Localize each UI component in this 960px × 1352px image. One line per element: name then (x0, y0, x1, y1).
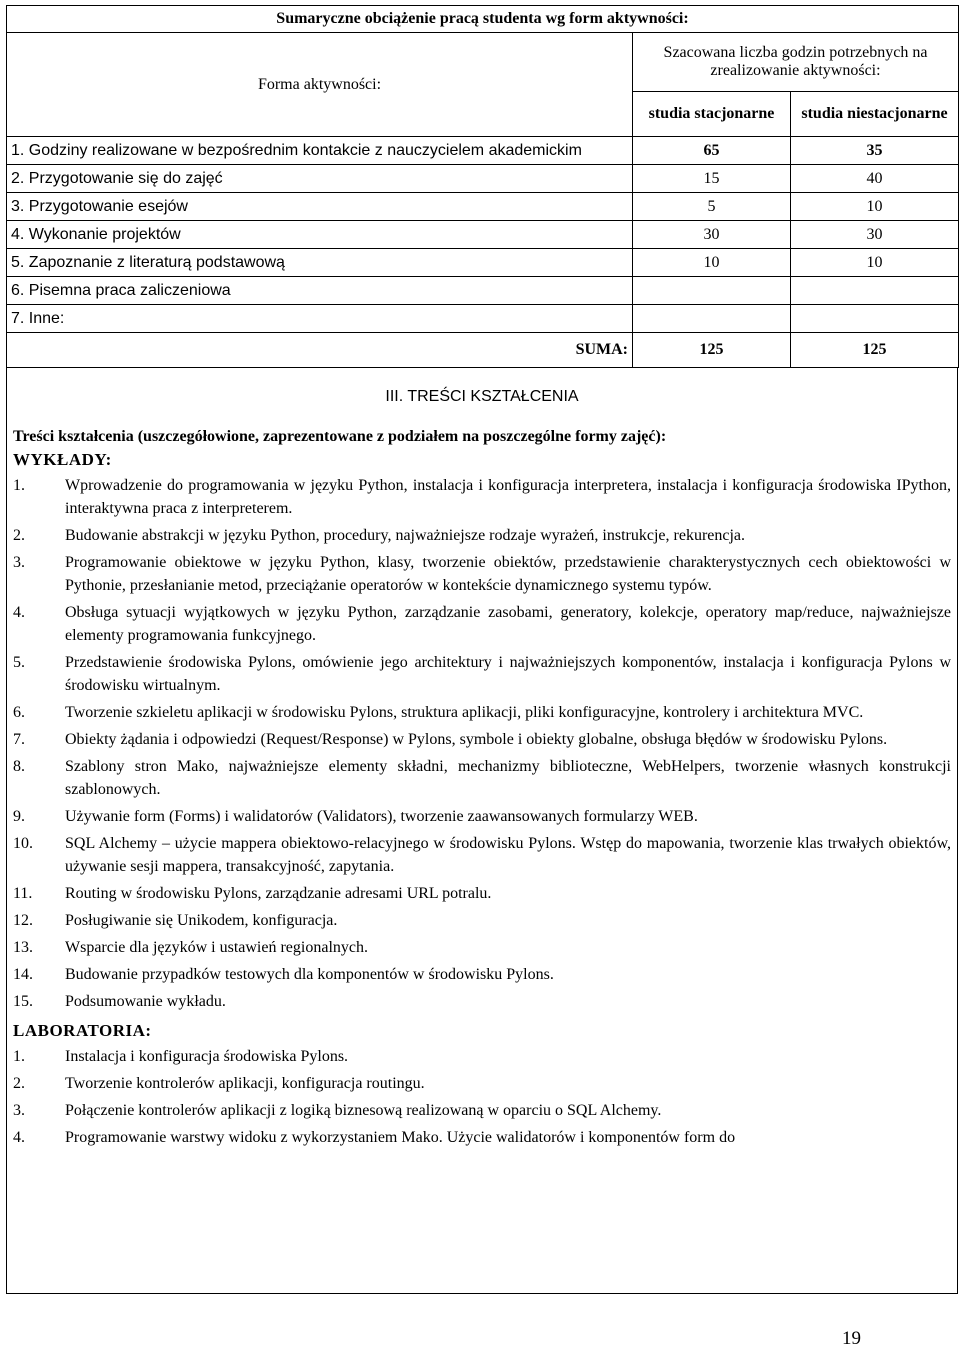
row-label: 3. Przygotowanie esejów (7, 193, 633, 221)
list-item: 14. Budowanie przypadków testowych dla komponentów w środowisku Pylons. (13, 966, 554, 983)
page-number: 19 (842, 1328, 861, 1349)
lectures-heading: WYKŁADY: (13, 450, 112, 469)
row-stationary (633, 305, 791, 333)
row-extramural: 10 (791, 249, 959, 277)
document-page (6, 5, 958, 1294)
col-stationary-header: studia stacjonarne (633, 92, 791, 137)
list-item: 2. Tworzenie kontrolerów aplikacji, konfiguracja routingu. (13, 1075, 425, 1092)
list-item: 4. Programowanie warstwy widoku z wykorzystaniem Mako. Użycie walidatorów i komponentów form do (13, 1129, 736, 1146)
list-item: 7. Obiekty żądania i odpowiedzi (Request/Response) w Pylons, symbole i obiekty globalne, obsługa błędów w środowisku Pylons. (13, 731, 888, 748)
list-item: 4. Obsługa sytuacji wyjątkowych w języku Python, zarządzanie zasobami, generatory, kolekcje, operatory map/reduce, najważniejsze elementy programowania funkcyjnego. (13, 604, 951, 644)
col-form-header: Forma aktywności: (7, 33, 633, 137)
labs-list (7, 1041, 957, 1149)
list-item: 8. Szablony stron Mako, najważniejsze elementy składni, mechanizmy biblioteczne, WebHelpers, tworzenie własnych konstrukcji szablonowych. (13, 758, 951, 798)
row-label: 1. Godziny realizowane w bezpośrednim kontakcie z nauczycielem akademickim (7, 137, 633, 165)
workload-header-row (7, 33, 959, 92)
list-item: 1. Wprowadzenie do programowania w języku Python, instalacja i konfiguracja interpretera, instalacja i konfiguracja środowiska IPython, interaktywna praca z interpreterem. (13, 477, 951, 517)
list-item: 3. Programowanie obiektowe w języku Python, klasy, tworzenie obiektów, przedstawienie charakterystycznych cech obiektowości w Pythonie, przesłanianie metod, przeciążanie operatorów w kontekście dynamicznego systemu typów. (13, 554, 951, 594)
section-intro: Treści kształcenia (uszczegółowione, zaprezentowane z podziałem na poszczególne formy zajęć): (13, 428, 667, 445)
row-extramural: 10 (791, 193, 959, 221)
table-row (7, 277, 959, 305)
lectures-list (7, 470, 957, 1013)
sum-label: SUMA: (7, 333, 633, 368)
list-item: 1. Instalacja i konfiguracja środowiska Pylons. (13, 1048, 349, 1065)
sum-row (7, 333, 959, 368)
table-row (7, 193, 959, 221)
row-label: 6. Pisemna praca zaliczeniowa (7, 277, 633, 305)
content-section (6, 368, 958, 1294)
col-extramural-header: studia niestacjonarne (791, 92, 959, 137)
list-item: 15. Podsumowanie wykładu. (13, 993, 226, 1010)
table-row (7, 305, 959, 333)
table-row (7, 137, 959, 165)
row-extramural: 40 (791, 165, 959, 193)
row-label: 4. Wykonanie projektów (7, 221, 633, 249)
row-extramural: 35 (791, 137, 959, 165)
list-item: 3. Połączenie kontrolerów aplikacji z logiką biznesową realizowaną w oparciu o SQL Alchemy. (13, 1102, 662, 1119)
list-item: 5. Przedstawienie środowiska Pylons, omówienie jego architektury i najważniejszych komponentów, instalacja i konfiguracja Pylons w środowisku wirtualnym. (13, 654, 951, 694)
labs-heading: LABORATORIA: (13, 1021, 152, 1040)
list-item: 9. Używanie form (Forms) i walidatorów (Validators), tworzenie zaawansowanych formularzy WEB. (13, 808, 698, 825)
workload-title-row (7, 6, 959, 33)
row-extramural: 30 (791, 221, 959, 249)
list-item: 13. Wsparcie dla języków i ustawień regionalnych. (13, 939, 368, 956)
sum-stationary: 125 (633, 333, 791, 368)
row-label: 2. Przygotowanie się do zajęć (7, 165, 633, 193)
sum-extramural: 125 (791, 333, 959, 368)
section-title: III. TREŚCI KSZTAŁCENIA (385, 388, 579, 405)
row-stationary: 5 (633, 193, 791, 221)
row-stationary: 65 (633, 137, 791, 165)
list-item: 11. Routing w środowisku Pylons, zarządzanie adresami URL potralu. (13, 885, 492, 902)
row-stationary: 30 (633, 221, 791, 249)
table-row (7, 165, 959, 193)
table-row (7, 221, 959, 249)
table-row (7, 249, 959, 277)
row-stationary: 15 (633, 165, 791, 193)
list-item: 10. SQL Alchemy – użycie mappera obiektowo-relacyjnego w środowisku Pylons. Wstęp do mapowania, tworzenie klas trwałych obiektów, używanie sesji mappera, transakcyjność, zapytania. (13, 835, 951, 875)
row-extramural (791, 305, 959, 333)
row-label: 7. Inne: (7, 305, 633, 333)
workload-title: Sumaryczne obciążenie pracą studenta wg form aktywności: (7, 6, 959, 33)
row-stationary (633, 277, 791, 305)
row-stationary: 10 (633, 249, 791, 277)
list-item: 12. Posługiwanie się Unikodem, konfiguracja. (13, 912, 338, 929)
list-item: 2. Budowanie abstrakcji w języku Python, procedury, najważniejsze rodzaje wyrażeń, instrukcje, rekurencja. (13, 527, 746, 544)
row-label: 5. Zapoznanie z literaturą podstawową (7, 249, 633, 277)
list-item: 6. Tworzenie szkieletu aplikacji w środowisku Pylons, struktura aplikacji, pliki konfiguracyjne, kontrolery i architektura MVC. (13, 704, 864, 721)
workload-table (6, 5, 959, 368)
col-hours-header: Szacowana liczba godzin potrzebnych na zrealizowanie aktywności: (633, 33, 959, 92)
row-extramural (791, 277, 959, 305)
